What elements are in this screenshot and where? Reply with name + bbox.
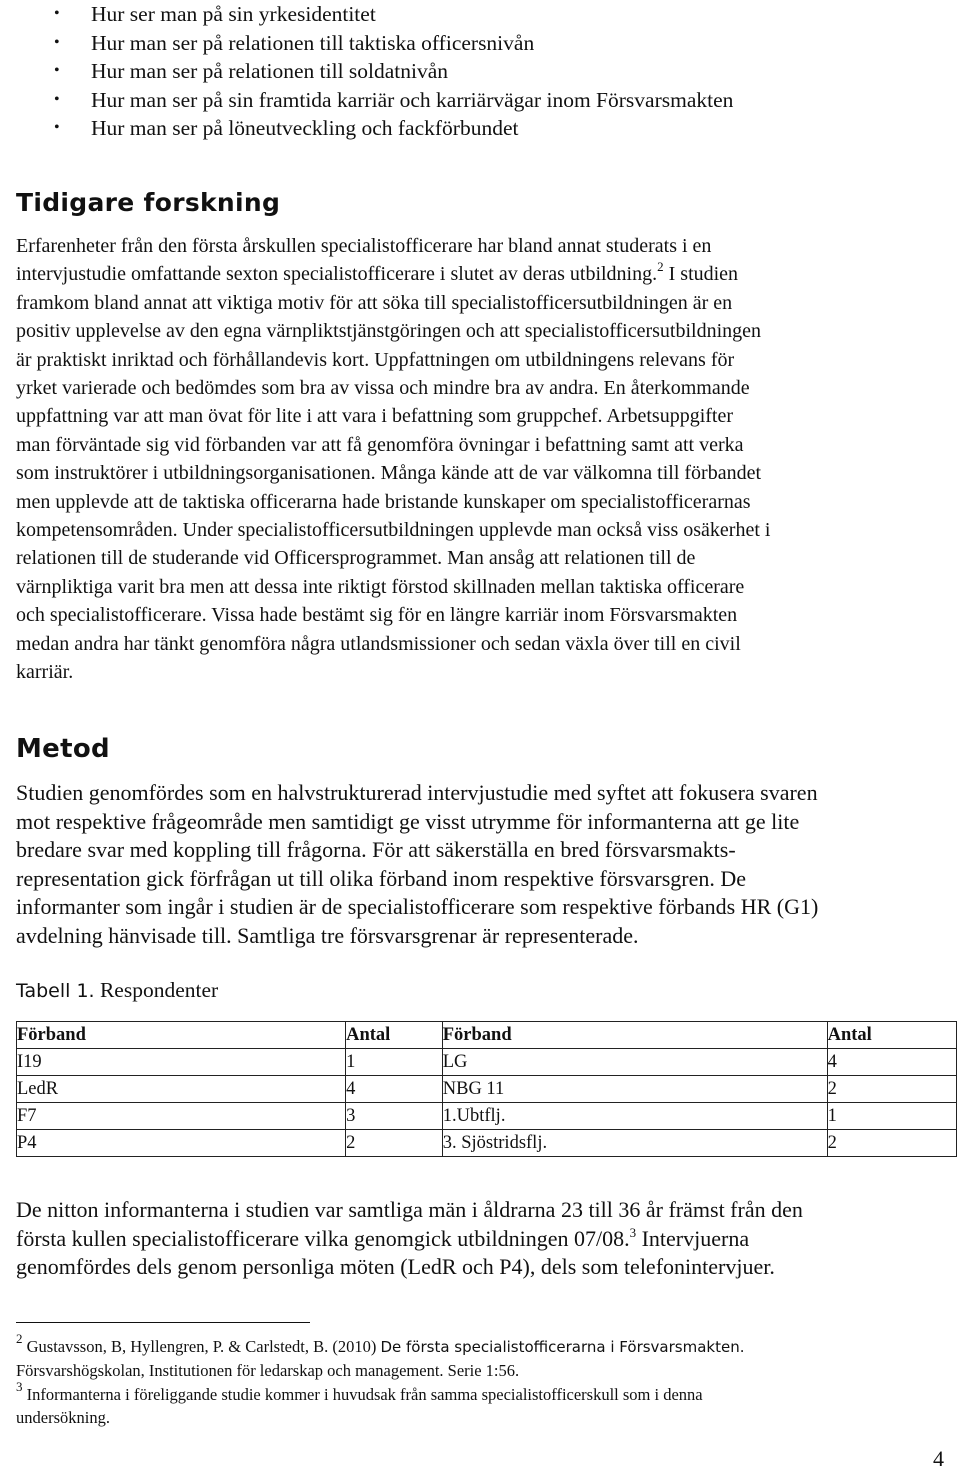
table-row (17, 1103, 957, 1130)
table-header-cell: Förband (17, 1022, 346, 1049)
text-line: mot respektive frågeområde men samtidigt ge visst utrymme för informanterna att ge lite (16, 808, 800, 834)
table-cell: 2 (827, 1076, 956, 1103)
table-cell: LG (442, 1049, 827, 1076)
footnote-text: Gustavsson, B, Hyllengren, P. & Carlstedt, B. (2010) (26, 1337, 377, 1356)
text-line: men upplevde att de taktiska officerarna hade bristande kunskaper om specialistofficerarnas (16, 490, 751, 513)
table-cell: 3 (346, 1103, 443, 1130)
table-cell: P4 (17, 1130, 346, 1157)
text-line: genomfördes dels genom personliga möten (LedR och P4), dels som telefonintervjuer. (16, 1254, 775, 1279)
text-line: kompetensområden. Under specialistofficersutbildningen upplevde man också viss osäkerhet i (16, 519, 771, 542)
text-line: Studien genomfördes som en halvstrukturerad intervjustudie med syftet att fokusera svaren (16, 780, 818, 805)
bullet-glyph: • (54, 5, 60, 22)
footnote-text: Informanterna i föreliggande studie kommer i huvudsak från samma specialistofficerskull som i denna (26, 1385, 703, 1404)
text-line (16, 1225, 946, 1254)
table-header-cell: Antal (827, 1022, 956, 1049)
table-cell: 1 (827, 1103, 956, 1130)
bullet-text: Hur man ser på löneutveckling och fackförbundet (91, 116, 519, 140)
table-cell: 1.Ubtflj. (442, 1103, 827, 1130)
text-line: och specialistofficerare. Vissa hade bestämt sig för en längre karriär inom Försvarsmakten (16, 604, 738, 627)
table-cell: 3. Sjöstridsflj. (442, 1130, 827, 1157)
paragraph-tidigare-forskning (16, 232, 946, 687)
text-line-part: intervjustudie omfattande sexton specialistofficerare i slutet av deras utbildning. (16, 263, 658, 286)
text-line: bredare svar med koppling till frågorna. För att säkerställa en bred försvarsmakts- (16, 837, 736, 862)
footnote-number: 2 (16, 1331, 23, 1346)
text-line: uppfattning var att man övat för lite i att vara i befattning som gruppchef. Arbetsuppgifter (16, 405, 734, 428)
table-row (17, 1130, 957, 1157)
heading-metod: Metod (16, 734, 110, 764)
text-line: De nitton informanterna i studien var samtliga män i åldrarna 23 till 36 år främst från den (16, 1197, 803, 1222)
text-line: är praktiskt inriktad och förhållandevis kort. Uppfattningen om utbildningens relevans för (16, 348, 735, 371)
table-caption-text: Respondenter (99, 978, 219, 1002)
table-header-cell: Förband (442, 1022, 827, 1049)
page-number: 4 (933, 1446, 944, 1471)
text-line: värnpliktiga varit bra men att dessa inte riktigt förstod skillnaden mellan taktiska officerare (16, 575, 745, 598)
text-line: representation gick förfrågan ut till olika förband inom respektive försvarsgren. De (16, 865, 747, 891)
text-line (16, 260, 946, 288)
text-line: medan andra har tänkt genomföra några utlandsmissioner och sedan växla över till en civil (16, 632, 741, 655)
table-cell: F7 (17, 1103, 346, 1130)
bullet-text: Hur man ser på relationen till soldatnivån (91, 59, 449, 83)
text-line: undersökning. (16, 1408, 110, 1427)
footnote-ref-2[interactable]: 2 (657, 259, 664, 275)
bullet-glyph: • (54, 62, 60, 79)
text-line-part: Intervjuerna (636, 1225, 750, 1251)
table-cell: 2 (346, 1130, 443, 1157)
bullet-glyph: • (54, 90, 60, 108)
text-line: avdelning hänvisade till. Samtliga tre försvarsgrenar är representerade. (16, 922, 639, 948)
bullet-text: Hur man ser på sin framtida karriär och karriärvägar inom Försvarsmakten (91, 87, 734, 112)
bullet-text: Hur ser man på sin yrkesidentitet (91, 2, 376, 26)
text-line (16, 1331, 946, 1359)
bullet-item (16, 57, 733, 86)
footnote-number: 3 (16, 1379, 23, 1394)
text-line: relationen till de studerande vid Officersprogrammet. Man ansåg att relationen till de (16, 547, 696, 570)
text-line (16, 1379, 946, 1406)
table-row (17, 1076, 957, 1103)
respondent-table (16, 1021, 957, 1157)
table-header-row (17, 1022, 957, 1049)
text-line: man förväntade sig vid förbanden var att få genomföra övningar i befattning samt att verka (16, 433, 744, 456)
paragraph-metod (16, 779, 946, 950)
text-line-part: första kullen specialistofficerare vilka genomgick utbildningen 07/08. (16, 1225, 630, 1251)
bullet-item (16, 29, 733, 58)
paragraph-informanter (16, 1196, 946, 1282)
text-line: positiv upplevelse av den egna värnpliktstjänstgöringen och att specialistofficersutbildningen (16, 320, 762, 343)
table-cell: 1 (346, 1049, 443, 1076)
table-cell: LedR (17, 1076, 346, 1103)
footnote-ref-3[interactable]: 3 (629, 1224, 637, 1240)
table-cell: I19 (17, 1049, 346, 1076)
text-line: karriär. (16, 661, 74, 684)
bullet-text: Hur man ser på relationen till taktiska officersnivån (91, 30, 535, 55)
footnote-3 (16, 1379, 946, 1429)
bullet-glyph: • (54, 33, 60, 51)
bullet-item (16, 0, 733, 29)
table-row (17, 1049, 957, 1076)
footnote-separator (16, 1322, 310, 1323)
table-header-cell: Antal (346, 1022, 443, 1049)
table-cell: NBG 11 (442, 1076, 827, 1103)
footnote-2 (16, 1331, 946, 1382)
table-cell: 2 (827, 1130, 956, 1157)
text-line: Erfarenheter från den första årskullen specialistofficerare har bland annat studerats i en (16, 235, 712, 257)
bullet-item (16, 86, 733, 115)
table-cell: 4 (346, 1076, 443, 1103)
table-cell: 4 (827, 1049, 956, 1076)
table-caption-label: Tabell 1. (16, 980, 95, 1002)
text-line: yrket varierade och bedömdes som bra av vissa och mindre bra av andra. En återkommande (16, 377, 750, 400)
bullet-item (16, 114, 733, 143)
bullet-list (16, 0, 733, 143)
text-line: Försvarshögskolan, Institutionen för ledarskap och management. Serie 1:56. (16, 1361, 520, 1380)
text-line: som instruktörer i utbildningsorganisationen. Många kände att de var välkomna till förbandet (16, 462, 762, 485)
footnote-title: De första specialistofficerarna i Försvarsmakten. (380, 1338, 745, 1356)
text-line-part: I studien (668, 263, 739, 286)
table-caption (16, 978, 218, 1003)
bullet-glyph: • (54, 119, 60, 136)
text-line: informanter som ingår i studien är de specialistofficerare som respektive förbands HR (G1) (16, 894, 819, 919)
text-line: framkom bland annat att viktiga motiv för att söka till specialistofficersutbildningen är en (16, 291, 733, 314)
heading-tidigare-forskning: Tidigare forskning (16, 188, 281, 217)
